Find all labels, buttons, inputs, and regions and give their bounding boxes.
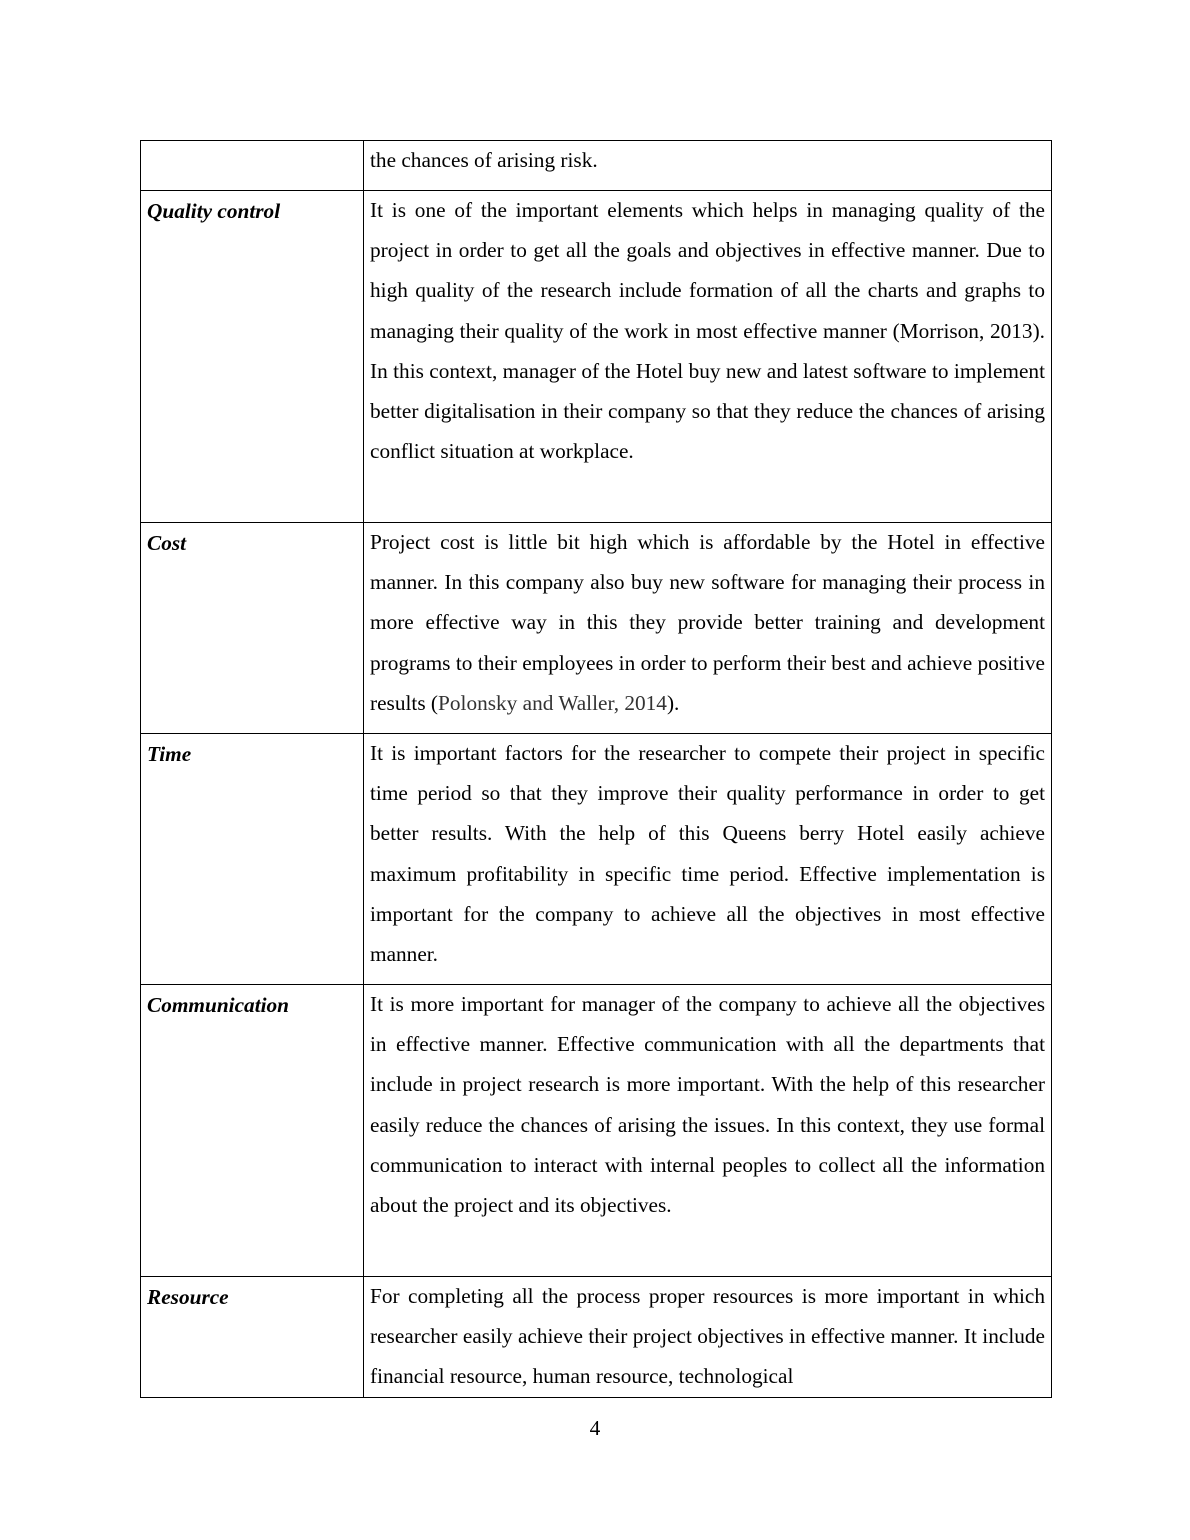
row-text	[364, 523, 1052, 734]
row-text-content	[370, 522, 1045, 723]
row-label-resource: Resource	[141, 1277, 364, 1398]
row-text-content: For completing all the process proper resources is more important in which researcher easily achieve their project objectives in effective manner. It include financial resource, human resource, technological	[370, 1284, 1045, 1389]
table-row	[141, 191, 1052, 523]
document-table	[140, 140, 1052, 1398]
row-text-content: the chances of arising risk.	[370, 148, 598, 172]
row-text	[364, 985, 1052, 1277]
row-text-after-citation: ).	[666, 690, 680, 715]
row-text	[364, 734, 1052, 985]
table-row	[141, 734, 1052, 985]
table-row	[141, 1277, 1052, 1398]
table-row	[141, 985, 1052, 1277]
table-row	[141, 523, 1052, 734]
row-text-content: It is more important for manager of the company to achieve all the objectives in effective manner. Effective communication with all the departments that include in project research is more important. With the help of this researcher easily reduce the chances of arising the issues. In this context, they use formal communication to interact with internal peoples to collect all the information about the project and its objectives.	[370, 992, 1045, 1218]
row-label-quality-control: Quality control	[141, 191, 364, 523]
row-text	[364, 141, 1052, 191]
row-text-before-citation: Project cost is little bit high which is affordable by the Hotel in effective manner. In this company also buy new software for managing their process in more effective way in this they provide better training and development programs to their employees in order to perform their best and achieve positive results (	[370, 530, 1045, 715]
row-text-content: It is important factors for the researcher to compete their project in specific time period so that they improve their quality performance in order to get better results. With the help of this Queens berry Hotel easily achieve maximum profitability in specific time period. Effective implementation is important for the company to achieve all the objectives in most effective manner.	[370, 741, 1045, 967]
page-number: 4	[589, 1416, 601, 1440]
table-row	[141, 141, 1052, 191]
row-label-cost: Cost	[141, 523, 364, 734]
row-text	[364, 191, 1052, 523]
row-label-communication: Communication	[141, 985, 364, 1277]
citation: Polonsky and Waller, 2014	[438, 690, 667, 715]
row-text	[364, 1277, 1052, 1398]
row-label	[141, 141, 364, 191]
row-label-time: Time	[141, 734, 364, 985]
row-text-content: It is one of the important elements which helps in managing quality of the project in order to get all the goals and objectives in effective manner. Due to high quality of the research include formation of all the charts and graphs to managing their quality of the work in most effective manner (Morrison, 2013). In this context, manager of the Hotel buy new and latest software to implement better digitalisation in their company so that they reduce the chances of arising conflict situation at workplace.	[370, 198, 1045, 464]
